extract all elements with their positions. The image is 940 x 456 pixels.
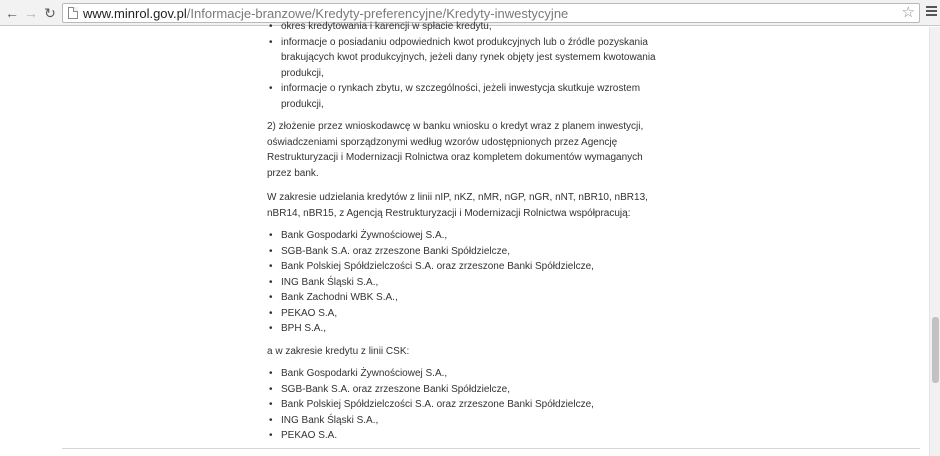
paragraph-application: 2) złożenie przez wnioskodawcę w banku wniosku o kredyt wraz z planem inwestycji, oświadczeniami sporządzonymi według wzorów udostępnionych przez Agencję Restrukturyzacji i Modernizacji Rolnictwa oraz kompletem dokumentów wymaganych przez bank. (267, 121, 644, 179)
requirements-list (267, 19, 667, 112)
list-item: • okres kredytowania i karencji w spłacie kredytu, (267, 19, 667, 35)
list-item: • Bank Gospodarki Żywnościowej S.A., (267, 228, 667, 244)
list-item: • informacje o posiadaniu odpowiednich kwot produkcyjnych lub o źródle pozyskania brakujących kwot produkcyjnych, jeżeli dany rynek objęty jest systemem kwotowania produkcji, (267, 35, 667, 82)
list-item: • Bank Polskiej Spółdzielczości S.A. oraz zrzeszone Banki Spółdzielcze, (267, 259, 667, 275)
url-host: www.minrol.gov.pl (83, 6, 187, 21)
list-item: • SGB-Bank S.A. oraz zrzeszone Banki Spółdzielcze, (267, 244, 667, 260)
list-item: • ING Bank Śląski S.A., (267, 275, 667, 291)
vertical-scrollbar[interactable] (929, 27, 940, 456)
paragraph-cooperating-banks: W zakresie udzielania kredytów z linii nIP, nKZ, nMR, nGP, nGR, nNT, nBR10, nBR13, nBR14, nBR15, z Agencją Restrukturyzacji i Modernizacji Rolnictwa współpracują: (267, 192, 648, 219)
url-path: /Informacje-branzowe/Kredyty-preferencyjne/Kredyty-inwestycyjne (186, 6, 569, 21)
page-viewport (0, 21, 929, 456)
list-item: • Bank Zachodni WBK S.A., (267, 290, 667, 306)
back-arrow-icon[interactable]: ← (5, 5, 19, 21)
divider (62, 448, 920, 449)
list-item: • SGB-Bank S.A. oraz zrzeszone Banki Spółdzielcze, (267, 382, 667, 398)
list-item: • Bank Gospodarki Żywnościowej S.A., (267, 366, 667, 382)
list-item: • informacje o rynkach zbytu, w szczególności, jeżeli inwestycja skutkuje wzrostem produkcji, (267, 81, 667, 112)
list-item: • PEKAO S.A, (267, 306, 667, 322)
list-item: • ING Bank Śląski S.A., (267, 413, 667, 429)
reload-icon[interactable]: ↻ (44, 5, 56, 21)
forward-arrow-icon[interactable]: → (24, 5, 38, 21)
paragraph-csk: a w zakresie kredytu z linii CSK: (267, 345, 410, 357)
list-item: • Bank Polskiej Spółdzielczości S.A. oraz zrzeszone Banki Spółdzielcze, (267, 397, 667, 413)
list-item: • PEKAO S.A. (267, 428, 667, 444)
page-icon (68, 7, 78, 19)
banks-list-lines (267, 228, 667, 337)
banks-list-csk (267, 366, 667, 444)
list-item: • BPH S.A., (267, 321, 667, 337)
scrollbar-thumb[interactable] (932, 317, 939, 383)
bookmark-star-icon[interactable]: ☆ (901, 4, 915, 21)
menu-icon[interactable] (926, 6, 937, 18)
article-content (267, 19, 667, 444)
